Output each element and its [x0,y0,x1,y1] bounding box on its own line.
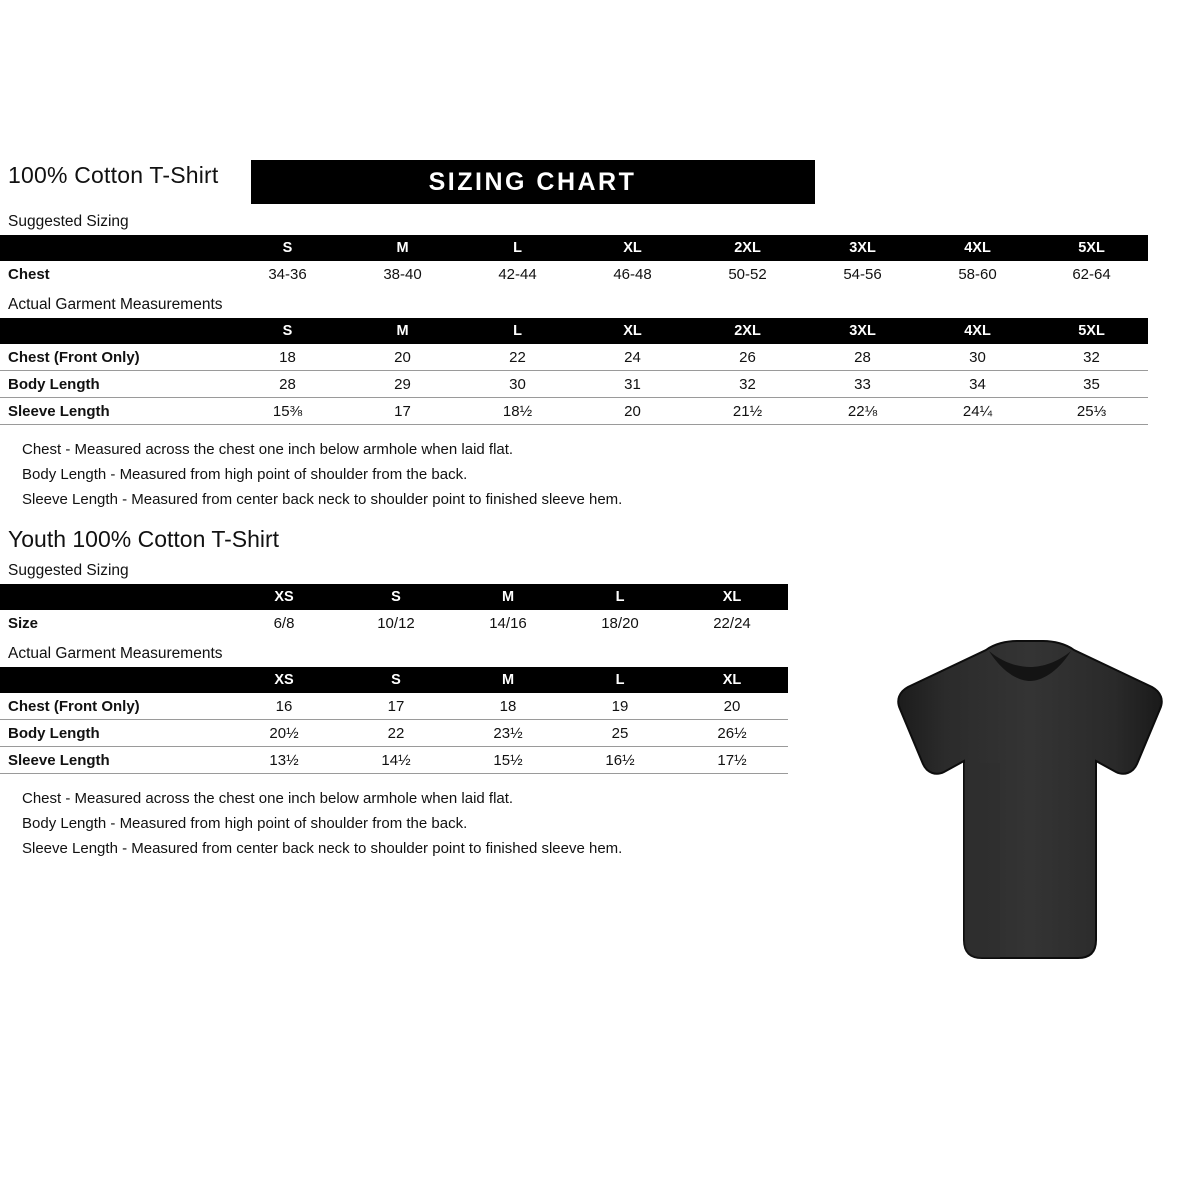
youth-garment-measurements-table [0,667,788,774]
note-chest: Chest - Measured across the chest one inch below armhole when laid flat. [22,441,514,458]
cell-bodylength-m: 29 [345,371,460,398]
youth-suggested-sizing-table [0,584,788,636]
table-row [0,371,1148,398]
row-label-chest-front-only: Chest (Front Only) [0,693,228,720]
col-head-2xl: 2XL [690,318,805,344]
note-sleeve-length: Sleeve Length - Measured from center back neck to shoulder point to finished sleeve hem. [22,840,623,857]
cell-chestfront-m: 20 [345,344,460,371]
cell-chest-m: 38-40 [383,265,422,283]
cell-size-xs: 6/8 [273,614,295,632]
col-head-4xl: 4XL [920,235,1035,261]
col-head-l: L [564,667,676,693]
cell-chest-xl: 46-48 [613,265,652,283]
cell-bodylength-m: 23½ [452,720,564,747]
cell-size-l: 18/20 [601,614,639,632]
cell-chestfront-xs: 16 [228,693,340,720]
col-head-3xl: 3XL [805,235,920,261]
col-head-m: M [452,667,564,693]
cell-size-m: 14/16 [489,614,527,632]
cell-chestfront-m: 18 [452,693,564,720]
row-label-sleeve-length: Sleeve Length [0,747,228,774]
cell-chestfront-s: 18 [230,344,345,371]
col-head-s: S [230,318,345,344]
cell-sleeve-xl: 20 [575,398,690,425]
col-head-blank [0,235,230,261]
page-title: 100% Cotton T-Shirt [8,162,219,188]
note-chest: Chest - Measured across the chest one inch below armhole when laid flat. [22,790,514,807]
col-head-l: L [460,235,575,261]
cell-bodylength-xs: 20½ [228,720,340,747]
sizing-chart-banner-label: SIZING CHART [428,167,637,196]
cell-bodylength-5xl: 35 [1035,371,1148,398]
cell-chestfront-4xl: 30 [920,344,1035,371]
youth-section-title: Youth 100% Cotton T-Shirt [8,526,280,552]
table-header-row [0,318,1148,344]
cell-bodylength-xl: 31 [575,371,690,398]
table-row [0,261,1148,287]
table-row [0,747,788,774]
cell-chest-5xl: 62-64 [1072,265,1111,283]
col-head-m: M [452,584,564,610]
table-row [0,693,788,720]
table-row [0,720,788,747]
col-head-xl: XL [575,318,690,344]
table-header-row [0,584,788,610]
cell-sleeve-s: 15⅜ [230,398,345,425]
col-head-s: S [340,584,452,610]
youth-suggested-sizing-label: Suggested Sizing [8,562,129,579]
cell-bodylength-4xl: 34 [920,371,1035,398]
cell-bodylength-l: 30 [460,371,575,398]
adult-garment-measurements-table [0,318,1148,425]
row-label-chest: Chest [8,265,50,283]
cell-chestfront-s: 17 [340,693,452,720]
cell-sleeve-xl: 17½ [676,747,788,774]
table-row [0,344,1148,371]
cell-chest-4xl: 58-60 [958,265,997,283]
col-head-l: L [564,584,676,610]
col-head-xl: XL [676,667,788,693]
cell-bodylength-xl: 26½ [676,720,788,747]
col-head-m: M [345,235,460,261]
note-body-length: Body Length - Measured from high point of shoulder from the back. [22,466,468,483]
cell-sleeve-xs: 13½ [228,747,340,774]
cell-chest-3xl: 54-56 [843,265,882,283]
col-head-s: S [340,667,452,693]
cell-bodylength-l: 25 [564,720,676,747]
row-label-sleeve-length: Sleeve Length [0,398,230,425]
adult-measurement-notes [0,437,1200,512]
note-sleeve-length: Sleeve Length - Measured from center back neck to shoulder point to finished sleeve hem. [22,491,623,508]
cell-chest-s: 34-36 [268,265,307,283]
table-header-row [0,235,1148,261]
youth-garment-measurements-label: Actual Garment Measurements [8,645,223,662]
col-head-xs: XS [228,667,340,693]
col-head-m: M [345,318,460,344]
row-label-body-length: Body Length [0,371,230,398]
product-image [890,640,1170,970]
adult-suggested-sizing-table [0,235,1148,287]
cell-size-s: 10/12 [377,614,415,632]
col-head-5xl: 5XL [1035,318,1148,344]
col-head-s: S [230,235,345,261]
col-head-xs: XS [228,584,340,610]
cell-chestfront-5xl: 32 [1035,344,1148,371]
col-head-xl: XL [676,584,788,610]
col-head-4xl: 4XL [920,318,1035,344]
cell-chestfront-xl: 24 [575,344,690,371]
cell-bodylength-s: 22 [340,720,452,747]
adult-header-row [0,160,1200,204]
cell-bodylength-2xl: 32 [690,371,805,398]
table-row [0,398,1148,425]
col-head-blank [0,667,228,693]
cell-chest-l: 42-44 [498,265,537,283]
cell-chest-2xl: 50-52 [728,265,767,283]
cell-chestfront-3xl: 28 [805,344,920,371]
cell-chestfront-l: 22 [460,344,575,371]
adult-suggested-sizing-label: Suggested Sizing [8,213,129,230]
cell-chestfront-2xl: 26 [690,344,805,371]
cell-chestfront-xl: 20 [676,693,788,720]
cell-sleeve-4xl: 24¼ [920,398,1035,425]
cell-bodylength-3xl: 33 [805,371,920,398]
adult-garment-measurements-label: Actual Garment Measurements [8,296,223,313]
cell-bodylength-s: 28 [230,371,345,398]
cell-chestfront-l: 19 [564,693,676,720]
col-head-l: L [460,318,575,344]
table-header-row [0,667,788,693]
cell-sleeve-5xl: 25⅓ [1035,398,1148,425]
black-t-shirt-icon [890,640,1170,970]
cell-sleeve-l: 16½ [564,747,676,774]
col-head-xl: XL [575,235,690,261]
col-head-2xl: 2XL [690,235,805,261]
cell-sleeve-2xl: 21½ [690,398,805,425]
sizing-chart-banner [251,160,815,204]
col-head-5xl: 5XL [1035,235,1148,261]
shirt-highlight [964,763,1000,958]
col-head-blank [0,318,230,344]
cell-sleeve-s: 14½ [340,747,452,774]
col-head-blank [0,584,228,610]
row-label-size: Size [8,614,39,632]
cell-sleeve-m: 15½ [452,747,564,774]
table-row [0,610,788,636]
cell-sleeve-l: 18½ [460,398,575,425]
shirt-body [898,641,1161,958]
row-label-body-length: Body Length [0,720,228,747]
cell-sleeve-3xl: 22⅛ [805,398,920,425]
cell-size-xl: 22/24 [713,614,751,632]
row-label-chest-front-only: Chest (Front Only) [0,344,230,371]
note-body-length: Body Length - Measured from high point of shoulder from the back. [22,815,468,832]
col-head-3xl: 3XL [805,318,920,344]
cell-sleeve-m: 17 [345,398,460,425]
